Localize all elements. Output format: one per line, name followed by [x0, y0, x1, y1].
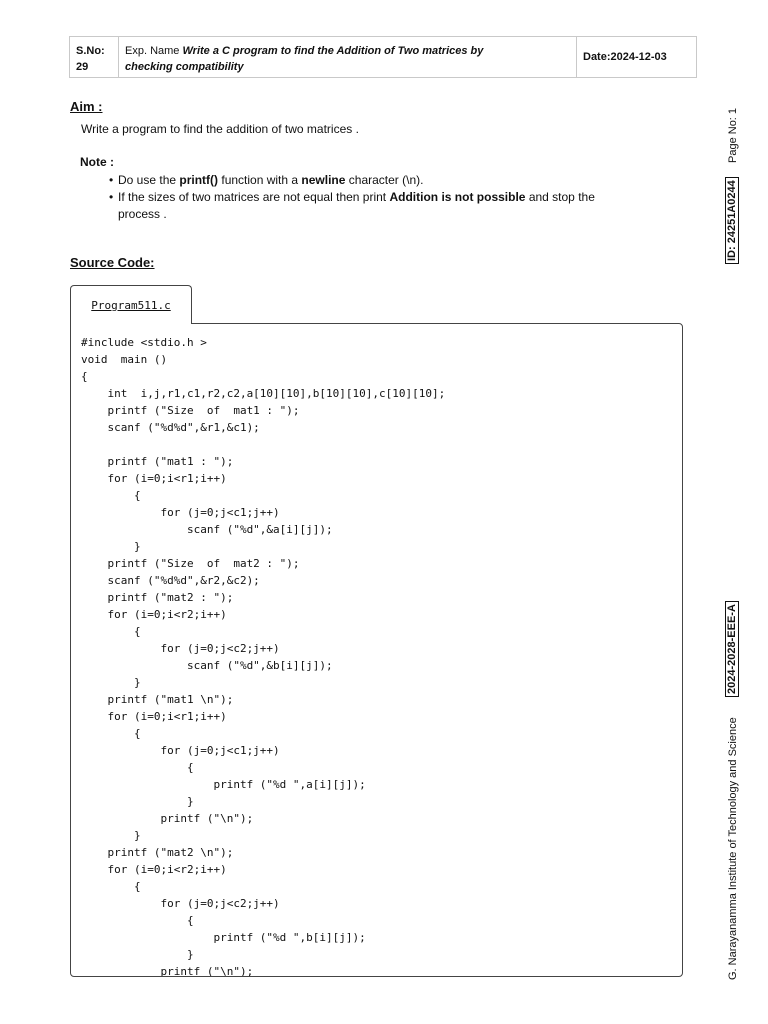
code-line: printf ("Size of mat1 : "); — [81, 404, 300, 417]
code-line: printf ("Size of mat2 : "); — [81, 557, 300, 570]
code-panel — [70, 323, 683, 977]
exp-label: Exp. Name — [125, 45, 180, 57]
bullet-icon: • — [109, 190, 114, 204]
code-line: printf ("\n"); — [81, 965, 254, 977]
code-line: for (i=0;i<r1;i++) — [81, 710, 227, 723]
batch-label: 2024-2028-EEE-A — [725, 601, 739, 697]
sno-value: 29 — [76, 61, 89, 73]
serial-number-cell — [70, 37, 119, 77]
code-line: for (j=0;j<c2;j++) — [81, 897, 280, 910]
code-line: scanf ("%d",&b[i][j]); — [81, 659, 333, 672]
code-line: scanf ("%d%d",&r2,&c2); — [81, 574, 260, 587]
code-line: void main () — [81, 353, 168, 366]
code-line: printf ("mat1 : "); — [81, 455, 234, 468]
exp-title-line2: checking compatibility — [125, 61, 244, 73]
code-line: { — [81, 761, 194, 774]
experiment-name-cell — [119, 37, 577, 77]
code-line: { — [81, 489, 141, 502]
code-line: printf ("mat1 \n"); — [81, 693, 234, 706]
code-line: for (i=0;i<r2;i++) — [81, 608, 227, 621]
code-line: { — [81, 625, 141, 638]
bullet-icon: • — [109, 173, 114, 187]
file-tab[interactable] — [70, 285, 192, 324]
exp-title-line1: Write a C program to find the Addition of Two matrices by — [182, 45, 484, 57]
code-line: { — [81, 727, 141, 740]
student-id: ID: 24251A0244 — [725, 177, 739, 264]
code-line: } — [81, 948, 194, 961]
code-line: } — [81, 829, 141, 842]
page-number: Page No: 1 — [727, 107, 739, 163]
note-heading: Note : — [80, 155, 114, 169]
code-line: for (i=0;i<r2;i++) — [81, 863, 227, 876]
note-bullet-1: • Do use the printf() function with a newline character (\n). — [109, 173, 424, 187]
note-bullet-2-cont: process . — [118, 207, 167, 221]
code-line: } — [81, 795, 194, 808]
code-line — [81, 436, 445, 453]
code-line: } — [81, 676, 141, 689]
note-bullet-2: • If the sizes of two matrices are not equal then print Addition is not possible and stop the process . — [109, 189, 639, 223]
aim-text: Write a program to find the addition of two matrices . — [81, 122, 359, 136]
code-line: for (j=0;j<c1;j++) — [81, 744, 280, 757]
institute-name: G. Narayanamma Institute of Technology and Science — [727, 717, 739, 980]
experiment-header — [69, 36, 697, 78]
code-line: #include <stdio.h > — [81, 336, 207, 349]
source-code-heading: Source Code: — [70, 255, 155, 270]
code-line: for (i=0;i<r1;i++) — [81, 472, 227, 485]
aim-heading: Aim : — [70, 99, 103, 114]
code-line: { — [81, 370, 88, 383]
code-line: } — [81, 540, 141, 553]
code-line: { — [81, 880, 141, 893]
code-line: { — [81, 914, 194, 927]
code-line: for (j=0;j<c1;j++) — [81, 506, 280, 519]
date-cell — [577, 37, 696, 77]
code-line: printf ("%d ",a[i][j]); — [81, 778, 366, 791]
code-line: scanf ("%d%d",&r1,&c1); — [81, 421, 260, 434]
code-line: for (j=0;j<c2;j++) — [81, 642, 280, 655]
code-line: printf ("mat2 \n"); — [81, 846, 234, 859]
code-line: printf ("\n"); — [81, 812, 254, 825]
code-line: scanf ("%d",&a[i][j]); — [81, 523, 333, 536]
code-line: printf ("mat2 : "); — [81, 591, 234, 604]
sno-label: S.No: — [76, 45, 105, 57]
code-line: int i,j,r1,c1,r2,c2,a[10][10],b[10][10],c[10][10]; — [81, 387, 446, 400]
code-block — [81, 334, 445, 977]
file-name: Program511.c — [91, 298, 171, 312]
date: Date:2024-12-03 — [583, 51, 667, 63]
code-line: printf ("%d ",b[i][j]); — [81, 931, 366, 944]
